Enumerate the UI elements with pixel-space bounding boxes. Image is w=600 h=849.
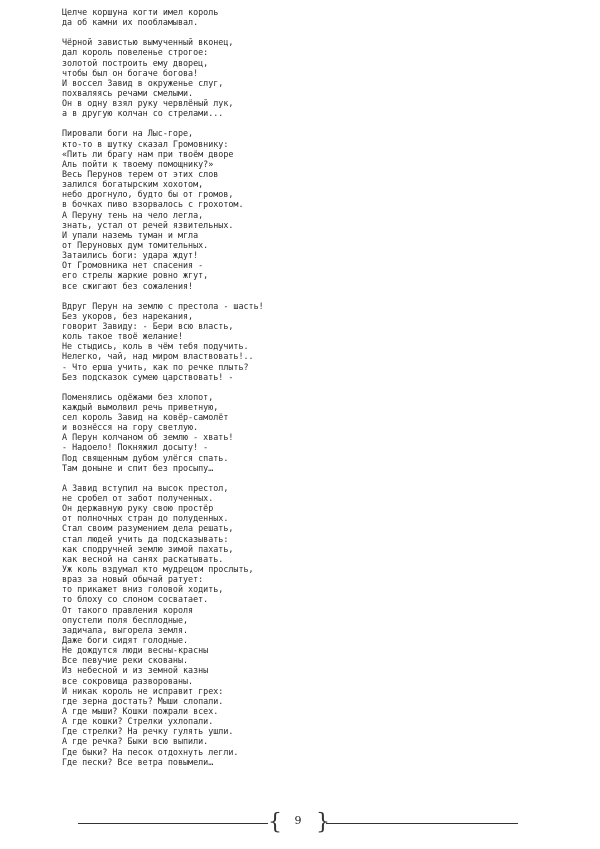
poem-line: Не дождутся люди весны-красны bbox=[62, 645, 209, 656]
poem-line: Из небесной и из земной казны bbox=[62, 665, 209, 676]
poem-line: не сробел от забот полученных. bbox=[62, 493, 214, 504]
poem-line: «Пить ли брагу нам при твоём дворе bbox=[62, 148, 234, 159]
poem-line: Стал своим разумением дела решать, bbox=[62, 523, 234, 534]
stanza bbox=[62, 392, 562, 473]
poem-line: то блоху со слоном сосватает. bbox=[62, 594, 209, 605]
poem-line: Без подсказок сумею царствовать! - bbox=[62, 371, 234, 382]
poem-line: чтобы был он богаче богова! bbox=[62, 67, 199, 78]
poem-line: стал людей учить да подсказывать: bbox=[62, 533, 229, 544]
right-brace-ornament: } bbox=[316, 810, 330, 835]
poem-line: а в другую колчан со стрелами... bbox=[62, 108, 224, 119]
poem-line: опустели поля бесплодные, bbox=[62, 614, 189, 625]
poem-line: Все певучие реки скованы. bbox=[62, 655, 189, 666]
poem-line: золотой построить ему дворец, bbox=[62, 57, 209, 68]
poem-line: говорит Завиду: - Бери всю власть, bbox=[62, 320, 234, 331]
poem-line: Нелегко, чай, над миром властвовать!.. bbox=[62, 351, 254, 362]
poem-line: от полночных стран до полуденных. bbox=[62, 513, 229, 524]
stanza bbox=[62, 37, 562, 118]
poem-line: А Завид вступил на высок престол, bbox=[62, 482, 229, 493]
stanza bbox=[62, 483, 562, 767]
poem-line: от Перуновых дум томительных. bbox=[62, 239, 209, 250]
footer-rule-right bbox=[326, 823, 518, 824]
poem-line: враз за новый обычай ратует: bbox=[62, 574, 204, 585]
poem-line: Весь Перунов терем от этих слов bbox=[62, 168, 219, 179]
poem-line: как сподручней землю зимой пахать, bbox=[62, 543, 234, 554]
poem-line: дал король повеленье строгое: bbox=[62, 47, 209, 58]
poem-line: Поменялись одёжами без хлопот, bbox=[62, 391, 214, 402]
poem-line: Вдруг Перун на землю с престола - шасть! bbox=[62, 300, 264, 311]
poem-line: в бочках пиво взорвалось с грохотом. bbox=[62, 199, 244, 210]
stanza bbox=[62, 301, 562, 382]
poem-line: Уж коль вздумал кто мудрецом прослыть, bbox=[62, 564, 254, 575]
poem-line: Где пески? Все ветра повымели… bbox=[62, 756, 214, 767]
poem-line: Под священным дубом улёгся спать. bbox=[62, 452, 229, 463]
stanza bbox=[62, 7, 562, 27]
poem-line: и вознёсся на гору светлую. bbox=[62, 422, 199, 433]
poem-line: Даже боги сидят голодные. bbox=[62, 635, 189, 646]
poem-line: да об камни их пообламывал. bbox=[62, 17, 199, 28]
poem-line: Не стыдись, коль в чём тебя подучить. bbox=[62, 341, 249, 352]
poem-text bbox=[62, 7, 562, 777]
left-brace-ornament: { bbox=[268, 810, 282, 835]
poem-line: И никак король не исправит грех: bbox=[62, 685, 224, 696]
stanza bbox=[62, 128, 562, 290]
poem-line: Без укоров, без нарекания, bbox=[62, 310, 194, 321]
poem-line: кто-то в шутку сказал Громовнику: bbox=[62, 138, 229, 149]
poem-line: От Громовника нет спасения - bbox=[62, 260, 204, 271]
poem-line: все сжигают без сожаления! bbox=[62, 280, 194, 291]
poem-line: где зерна достать? Мыши слопали. bbox=[62, 695, 224, 706]
poem-line: А где речка? Быки всю выпили. bbox=[62, 736, 209, 747]
poem-line: Он державную руку свою простёр bbox=[62, 503, 214, 514]
poem-line: От такого правления короля bbox=[62, 604, 194, 615]
poem-line: Где быки? На песок отдохнуть легли. bbox=[62, 746, 239, 757]
poem-line: И упали наземь туман и мгла bbox=[62, 229, 199, 240]
poem-line: коль такое твоё желание! bbox=[62, 331, 184, 342]
poem-line: небо дрогнуло, будто бы от громов, bbox=[62, 189, 234, 200]
footer-rule-left bbox=[78, 823, 268, 824]
poem-line: Там доныне и спит без просыпу… bbox=[62, 462, 214, 473]
poem-line: Пировали боги на Лыс-горе, bbox=[62, 128, 194, 139]
poem-line: Аль пойти к твоему помощнику?» bbox=[62, 158, 214, 169]
poem-line: все сокровища разворованы. bbox=[62, 675, 194, 686]
poem-line: задичала, выгорела земля. bbox=[62, 624, 189, 635]
page-footer bbox=[0, 808, 600, 838]
poem-line: - Надоело! Покняжил досыту! - bbox=[62, 442, 209, 453]
poem-line: как весной на санях раскатывать. bbox=[62, 553, 224, 564]
poem-line: Затаились боги: удара ждут! bbox=[62, 250, 199, 261]
poem-line: залился богатырским хохотом, bbox=[62, 179, 204, 190]
poem-line: Он в одну взял руку червлёный лук, bbox=[62, 98, 234, 109]
poem-line: то прикажет вниз головой ходить, bbox=[62, 584, 224, 595]
poem-line: сел король Завид на ковёр-самолёт bbox=[62, 412, 229, 423]
poem-line: - Что ерша учить, как по речке плыть? bbox=[62, 361, 249, 372]
page-number: 9 bbox=[294, 814, 302, 827]
poem-line: А Перуну тень на чело легла, bbox=[62, 209, 204, 220]
poem-line: И воссел Завид в окруженье слуг, bbox=[62, 77, 224, 88]
poem-line: похваляясь речами смелыми. bbox=[62, 87, 194, 98]
poem-line: А где мыши? Кошки пожрали всех. bbox=[62, 706, 219, 716]
poem-line: каждый вымолвил речь приветную, bbox=[62, 401, 219, 412]
poem-line: его стрелы жаркие ровно жгут, bbox=[62, 270, 209, 281]
poem-line: А где кошки? Стрелки ухлопали. bbox=[62, 716, 214, 727]
poem-line: знать, устал от речей язвительных. bbox=[62, 219, 234, 230]
poem-line: Где стрелки? На речку гулять ушли. bbox=[62, 726, 234, 737]
poem-line: А Перун колчаном об землю - хвать! bbox=[62, 432, 234, 443]
poem-line: Целче коршуна когти имел король bbox=[62, 7, 219, 17]
poem-line: Чёрной завистью вымученный вконец, bbox=[62, 37, 234, 48]
